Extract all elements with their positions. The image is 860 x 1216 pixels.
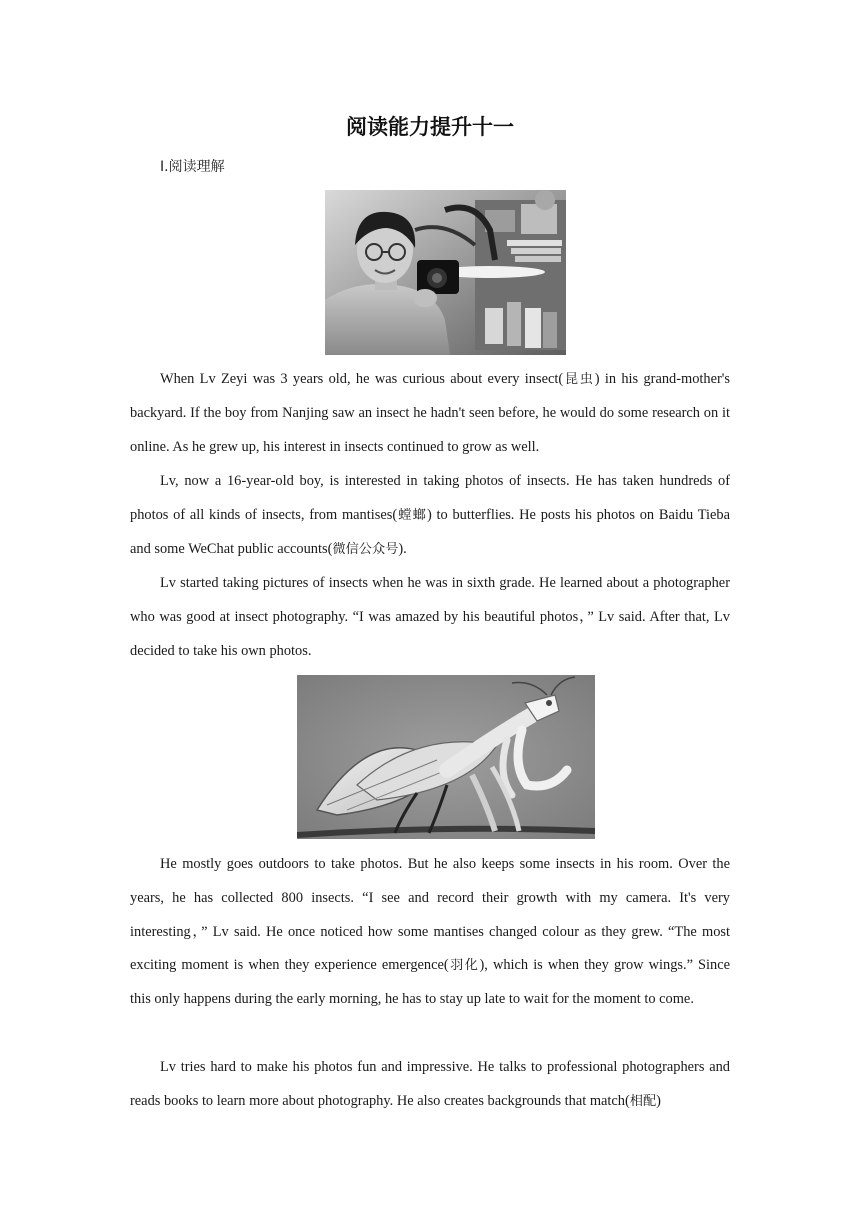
paragraph-4 xyxy=(130,848,730,1017)
paragraph-5-part-2: ) xyxy=(656,1092,661,1109)
paragraph-3-text: Lv started taking pictures of insects when he was in sixth grade. He learned about a photographer who was good at insect photography. “I was amazed by his beautiful photos，” Lv said. After that, Lv decided to take his own photos. xyxy=(130,575,730,659)
paragraph-2 xyxy=(130,465,730,566)
paragraph-2-chinese-gloss-wechat: 微信公众号 xyxy=(332,541,399,557)
paragraph-1-chinese-gloss-insect: 昆虫 xyxy=(563,372,595,387)
photo-boy-with-camera-illustration xyxy=(325,190,566,355)
paragraph-4-part-1: He mostly goes outdoors to take photos. But he also keeps some insects in his room. Over the years, he has collected 800 insects. “I see and record their growth with my camera. It's very interesting，” Lv said. He once noticed how some mantises changed colour as they grew. “The most exciting moment is when they experience emergence( xyxy=(130,856,730,974)
paragraph-5-chinese-gloss-match: 相配 xyxy=(629,1093,657,1109)
paragraph-4-part-2: ), which is when they grow wings.” Since this only happens during the early morning, he has to stay up late to wait for the moment to come. xyxy=(130,957,731,1008)
paragraph-1 xyxy=(130,363,730,464)
paragraph-1-part-1: When Lv Zeyi was 3 years old, he was curious about every insect( xyxy=(160,371,564,387)
page-title: 阅读能力提升十一 xyxy=(346,115,514,139)
paragraph-5 xyxy=(130,1051,730,1119)
paragraph-3 xyxy=(130,567,730,668)
paragraph-5-part-1: Lv tries hard to make his photos fun and impressive. He talks to professional photographers and reads books to learn more about photography. He also creates backgrounds that match( xyxy=(130,1059,730,1109)
photo-boy-with-camera xyxy=(325,190,566,355)
paragraph-2-part-2: ) to butterflies. He posts his photos on Baidu Tieba and some WeChat public accounts( xyxy=(130,506,731,557)
section-heading: Ⅰ.阅读理解 xyxy=(160,159,225,175)
paragraph-2-part-3: ). xyxy=(398,540,407,557)
paragraph-2-part-1: Lv, now a 16-year-old boy, is interested in taking photos of insects. He has taken hundreds of photos of all kinds of insects, from mantises( xyxy=(130,473,730,523)
photo-mantis-illustration xyxy=(297,675,595,839)
photo-mantis xyxy=(297,675,595,839)
paragraph-1-part-2: ) in his grand-mother's backyard. If the boy from Nanjing saw an insect he hadn't seen before, he would do some research on it online. As he grew up, his interest in insects continued to grow as well. xyxy=(130,371,730,455)
paragraph-2-chinese-gloss-mantis: 螳螂 xyxy=(397,507,427,523)
paragraph-4-chinese-gloss-emergence: 羽化 xyxy=(448,958,480,974)
